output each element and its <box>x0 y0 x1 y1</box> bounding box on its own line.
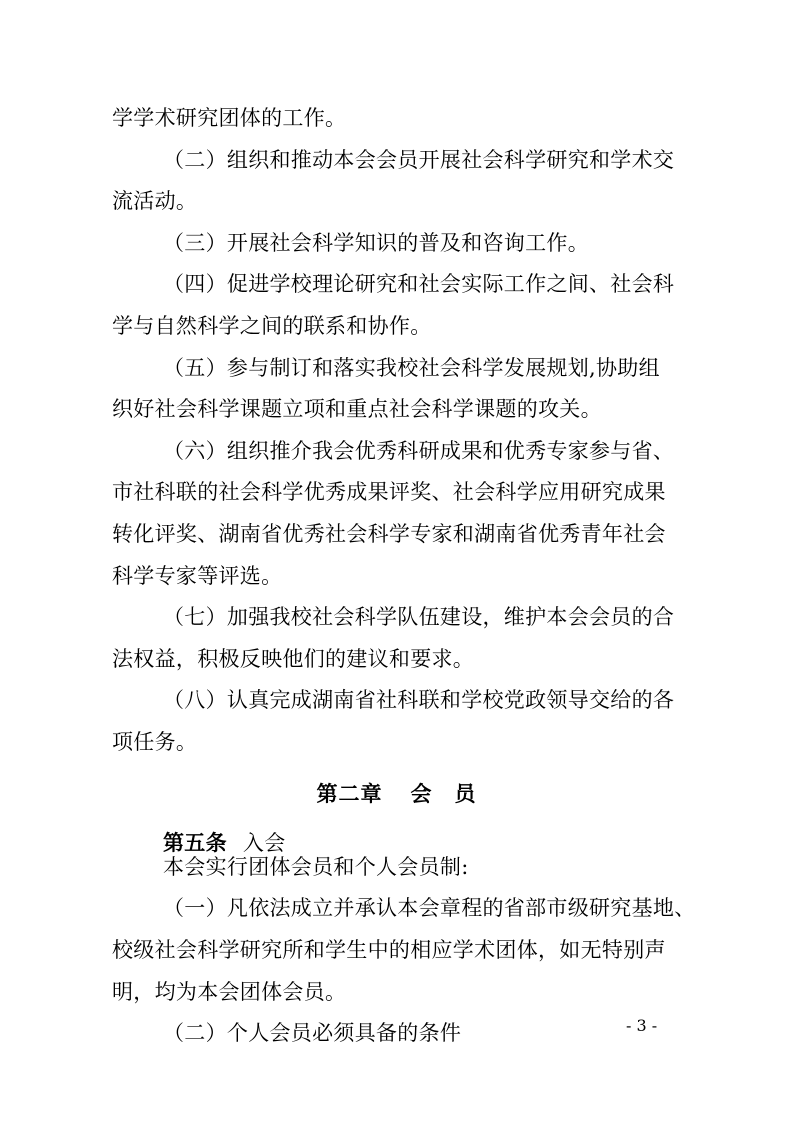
item-8-line-1: （八）认真完成湖南省社科联和学校党政领导交给的各 <box>163 688 675 713</box>
membership-item-1-line-3: 明，均为本会团体会员。 <box>112 979 347 1004</box>
item-3-line-1: （三）开展社会科学知识的普及和咨询工作。 <box>163 230 589 255</box>
membership-item-1-line-2: 校级社会科学研究所和学生中的相应学术团体，如无特别声 <box>112 938 666 962</box>
item-4-line-1: （四）促进学校理论研究和社会实际工作之间、社会科 <box>163 272 675 297</box>
article-label: 第五条 <box>163 831 227 856</box>
item-7-line-1: （七）加强我校社会科学队伍建设，维护本会会员的合 <box>163 605 675 630</box>
item-7-line-2: 法权益，积极反映他们的建议和要求。 <box>112 646 475 671</box>
membership-item-2-line-1: （二）个人会员必须具备的条件 <box>163 1021 462 1046</box>
item-4-line-2: 学与自然科学之间的联系和协作。 <box>112 314 432 338</box>
chapter-heading <box>0 779 793 809</box>
item-2-line-2: 流活动。 <box>112 189 198 214</box>
item-6-line-2: 市社科联的社会科学优秀成果评奖、社会科学应用研究成果 <box>112 480 666 505</box>
article-intro-line: 本会实行团体会员和个人会员制: <box>163 854 469 879</box>
chapter-title: 会 员 <box>410 781 477 806</box>
chapter-number: 第二章 <box>316 781 383 806</box>
item-6-line-4: 科学专家等评选。 <box>112 563 283 588</box>
item-5-line-1: （五）参与制订和落实我校社会科学发展规划,协助组 <box>163 355 660 380</box>
item-2-line-1: （二）组织和推动本会会员开展社会科学研究和学术交 <box>163 147 675 172</box>
item-5-line-2: 织好社会科学课题立项和重点社会科学课题的攻关。 <box>112 397 602 422</box>
item-6-line-3: 转化评奖、湖南省优秀社会科学专家和湖南省优秀青年社会 <box>112 522 666 546</box>
article-title: 入会 <box>242 831 286 856</box>
membership-item-1-line-1: （一）凡依法成立并承认本会章程的省部市级研究基地、 <box>163 896 696 921</box>
item-8-line-2: 项任务。 <box>112 730 198 754</box>
item-6-line-1: （六）组织推介我会优秀科研成果和优秀专家参与省、 <box>163 438 675 463</box>
paragraph-continuation-line: 学学术研究团体的工作。 <box>112 106 347 130</box>
page-number: - 3 - <box>626 1016 658 1035</box>
